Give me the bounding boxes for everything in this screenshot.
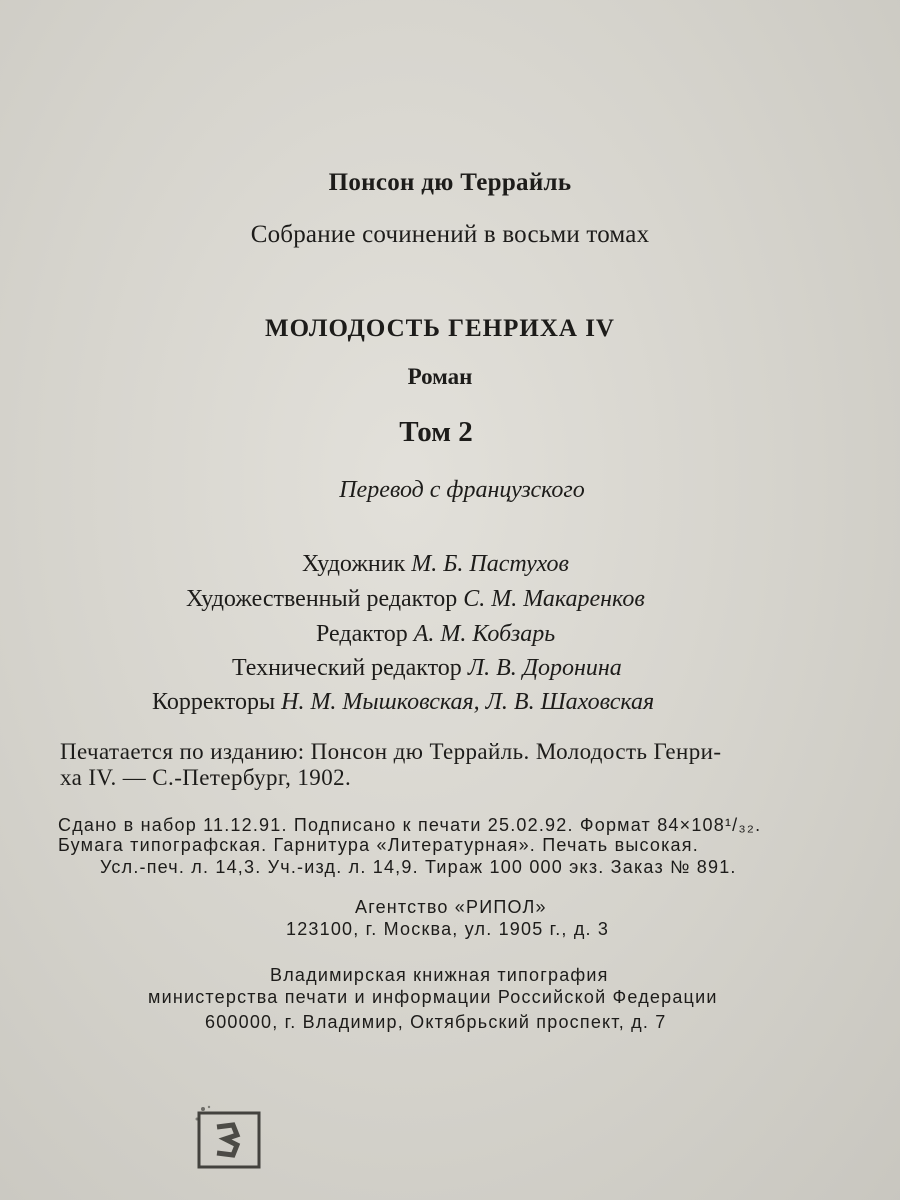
- credit-line: [186, 587, 645, 611]
- volume-number: Том 2: [399, 416, 473, 448]
- credit-name: Н. М. Мышковская, Л. В. Шаховская: [281, 689, 655, 715]
- agency-address: 123100, г. Москва, ул. 1905 г., д. 3: [286, 919, 610, 939]
- credit-role: Редактор: [316, 621, 408, 647]
- translation-note: Перевод с французского: [339, 477, 585, 503]
- credit-name: М. Б. Пастухов: [411, 551, 569, 577]
- credit-role: Технический редактор: [232, 655, 462, 681]
- book-genre: Роман: [407, 364, 473, 389]
- printer-address: 600000, г. Владимир, Октябрьский проспект, д. 7: [205, 1012, 667, 1032]
- credit-name: Л. В. Доронина: [467, 655, 622, 681]
- credit-line: [316, 622, 555, 646]
- reprint-note-line: Печатается по изданию: Понсон дю Террайль. Молодость Генри-: [60, 739, 722, 764]
- credit-role: Корректоры: [152, 689, 276, 715]
- book-title: МОЛОДОСТЬ ГЕНРИХА IV: [265, 315, 615, 342]
- ministry-name: министерства печати и информации Российской Федерации: [148, 987, 718, 1007]
- agency-name: Агентство «РИПОЛ»: [355, 897, 547, 917]
- author-name: Понсон дю Террайль: [328, 169, 572, 196]
- stamp-mark-icon: [193, 1105, 265, 1173]
- credit-line: [232, 656, 622, 680]
- reprint-note-line: ха IV. — С.-Петербург, 1902.: [60, 765, 352, 790]
- credit-name: А. М. Кобзарь: [413, 621, 556, 647]
- credit-role: Художник: [302, 551, 406, 577]
- imprint-line: Сдано в набор 11.12.91. Подписано к печати 25.02.92. Формат 84×108¹/₃₂.: [58, 815, 762, 835]
- credit-line: [302, 552, 569, 576]
- imprint-line: Бумага типографская. Гарнитура «Литературная». Печать высокая.: [58, 835, 699, 855]
- imprint-line: Усл.-печ. л. 14,3. Уч.-изд. л. 14,9. Тираж 100 000 экз. Заказ № 891.: [100, 857, 737, 877]
- credit-role: Художественный редактор: [186, 586, 458, 612]
- printer-name: Владимирская книжная типография: [270, 965, 609, 985]
- collection-title: Собрание сочинений в восьми томах: [250, 221, 650, 248]
- credit-line: [152, 690, 654, 714]
- credit-name: С. М. Макаренков: [463, 586, 645, 612]
